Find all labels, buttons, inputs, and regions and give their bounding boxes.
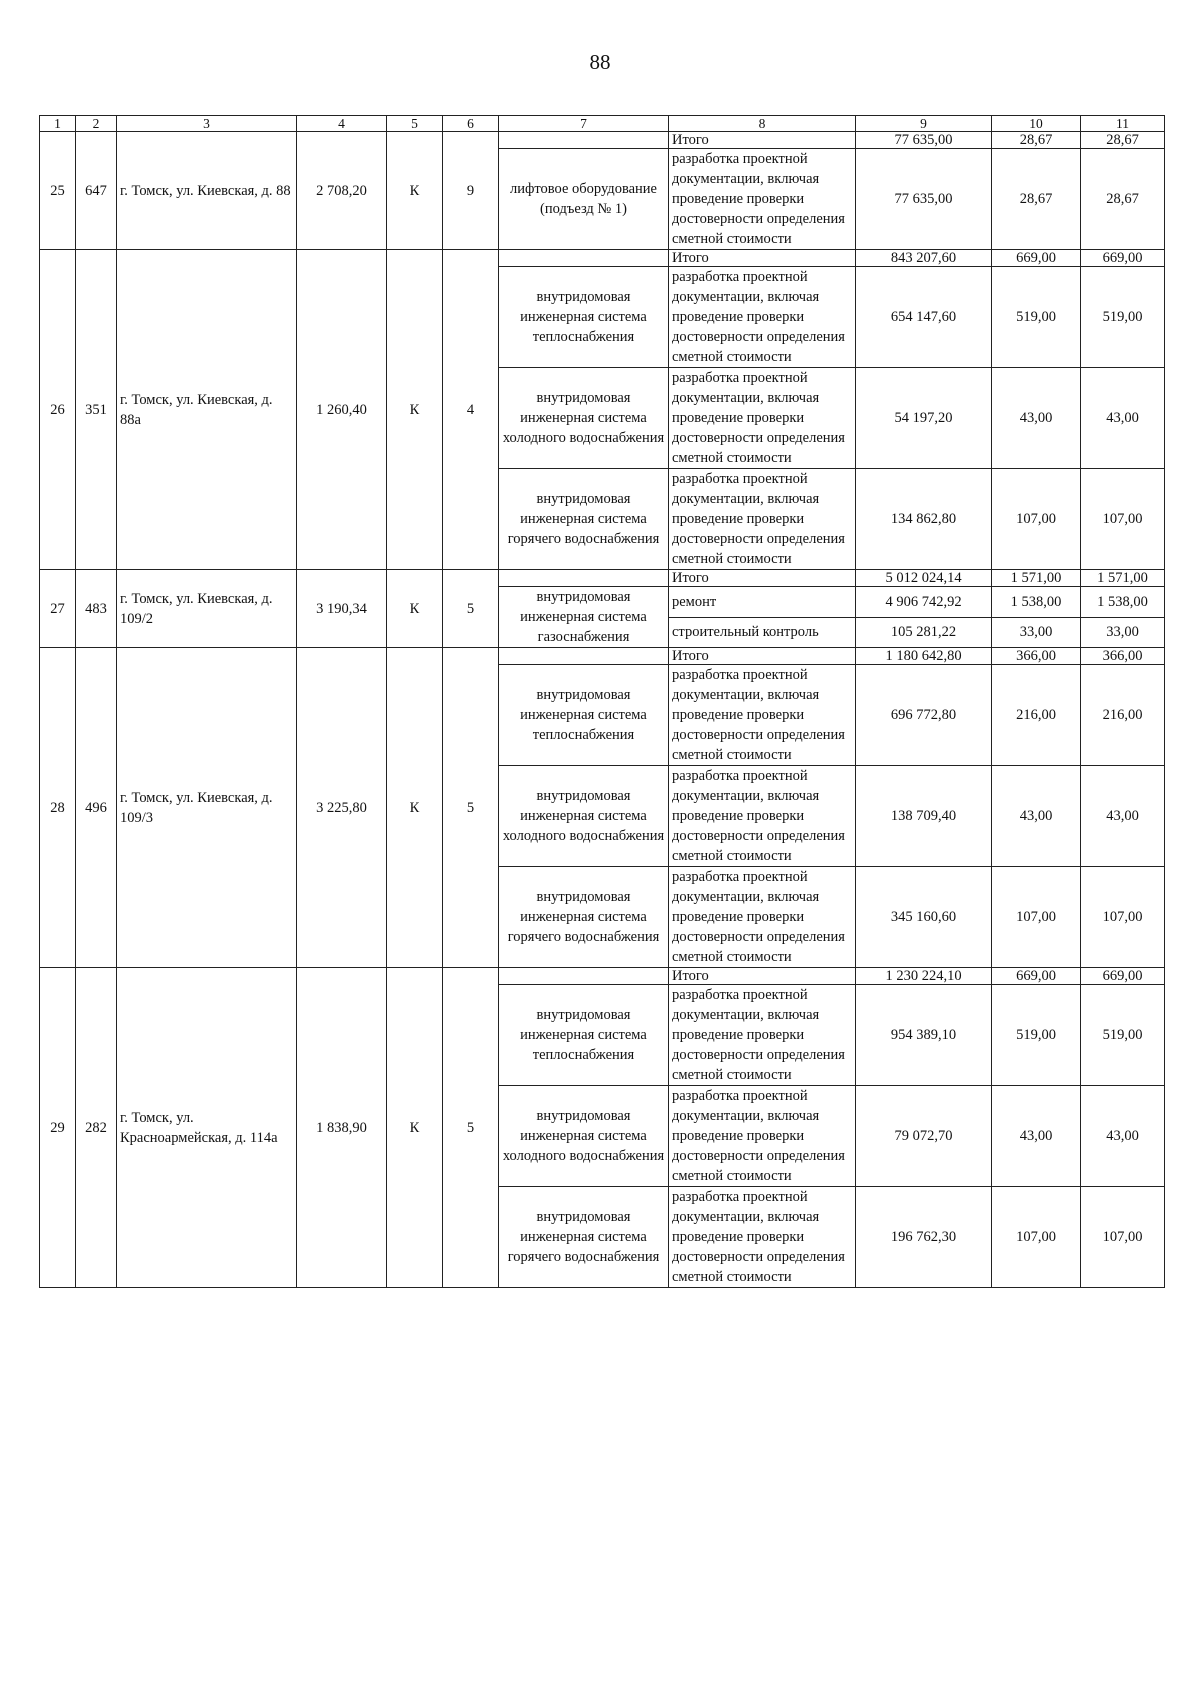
system-name: внутридомовая инженерная система горячего водоснабжения <box>499 867 669 968</box>
work-unit-cost: 107,00 <box>992 867 1081 968</box>
house-id: 282 <box>76 968 117 1288</box>
total-cost: 5 012 024,14 <box>856 570 992 587</box>
total-label: Итого <box>669 250 856 267</box>
work-cost: 196 762,30 <box>856 1187 992 1288</box>
work-max-unit-cost: 216,00 <box>1081 665 1165 766</box>
house-type: К <box>387 132 443 250</box>
house-address: г. Томск, ул. Красноармейская, д. 114а <box>117 968 297 1288</box>
column-number-header: 3 <box>117 116 297 132</box>
total-cost: 1 230 224,10 <box>856 968 992 985</box>
total-max-unit-cost: 669,00 <box>1081 968 1165 985</box>
row-number: 29 <box>40 968 76 1288</box>
work-max-unit-cost: 107,00 <box>1081 867 1165 968</box>
house-type: К <box>387 968 443 1288</box>
work-cost: 54 197,20 <box>856 368 992 469</box>
house-total-row <box>40 648 1165 665</box>
total-cost: 77 635,00 <box>856 132 992 149</box>
total-unit-cost: 366,00 <box>992 648 1081 665</box>
work-cost: 79 072,70 <box>856 1086 992 1187</box>
total-max-unit-cost: 28,67 <box>1081 132 1165 149</box>
work-unit-cost: 107,00 <box>992 1187 1081 1288</box>
house-floors: 5 <box>443 968 499 1288</box>
column-number-header: 4 <box>297 116 387 132</box>
work-description: разработка проектной документации, включая проведение проверки достоверности определения сметной стоимости <box>669 665 856 766</box>
total-unit-cost: 669,00 <box>992 968 1081 985</box>
total-unit-cost: 669,00 <box>992 250 1081 267</box>
column-number-row <box>40 116 1165 132</box>
total-label: Итого <box>669 132 856 149</box>
system-name: внутридомовая инженерная система теплоснабжения <box>499 985 669 1086</box>
house-area: 1 838,90 <box>297 968 387 1288</box>
work-description: ремонт <box>669 587 856 618</box>
work-cost: 134 862,80 <box>856 469 992 570</box>
house-total-row <box>40 570 1165 587</box>
column-number-header: 7 <box>499 116 669 132</box>
work-max-unit-cost: 107,00 <box>1081 469 1165 570</box>
work-description: разработка проектной документации, включая проведение проверки достоверности определения сметной стоимости <box>669 149 856 250</box>
work-max-unit-cost: 43,00 <box>1081 766 1165 867</box>
row-number: 26 <box>40 250 76 570</box>
system-name: внутридомовая инженерная система горячего водоснабжения <box>499 469 669 570</box>
total-cost: 1 180 642,80 <box>856 648 992 665</box>
house-type: К <box>387 570 443 648</box>
column-number-header: 9 <box>856 116 992 132</box>
column-number-header: 2 <box>76 116 117 132</box>
total-unit-cost: 1 571,00 <box>992 570 1081 587</box>
system-name: внутридомовая инженерная система газоснабжения <box>499 587 669 648</box>
column-number-header: 11 <box>1081 116 1165 132</box>
work-cost: 77 635,00 <box>856 149 992 250</box>
system-name: внутридомовая инженерная система холодного водоснабжения <box>499 368 669 469</box>
work-unit-cost: 43,00 <box>992 368 1081 469</box>
house-address: г. Томск, ул. Киевская, д. 88а <box>117 250 297 570</box>
system-name: внутридомовая инженерная система теплоснабжения <box>499 267 669 368</box>
total-system-blank <box>499 250 669 267</box>
work-description: разработка проектной документации, включая проведение проверки достоверности определения сметной стоимости <box>669 267 856 368</box>
work-description: разработка проектной документации, включая проведение проверки достоверности определения сметной стоимости <box>669 867 856 968</box>
work-description: разработка проектной документации, включая проведение проверки достоверности определения сметной стоимости <box>669 1187 856 1288</box>
table-body <box>40 116 1165 1288</box>
work-cost: 954 389,10 <box>856 985 992 1086</box>
house-floors: 4 <box>443 250 499 570</box>
row-number: 25 <box>40 132 76 250</box>
house-type: К <box>387 250 443 570</box>
house-address: г. Томск, ул. Киевская, д. 109/3 <box>117 648 297 968</box>
work-unit-cost: 43,00 <box>992 1086 1081 1187</box>
capital-repair-table <box>39 115 1165 1288</box>
work-description: разработка проектной документации, включая проведение проверки достоверности определения сметной стоимости <box>669 1086 856 1187</box>
house-area: 1 260,40 <box>297 250 387 570</box>
total-system-blank <box>499 570 669 587</box>
work-description: разработка проектной документации, включая проведение проверки достоверности определения сметной стоимости <box>669 368 856 469</box>
work-max-unit-cost: 33,00 <box>1081 617 1165 648</box>
work-unit-cost: 216,00 <box>992 665 1081 766</box>
house-total-row <box>40 250 1165 267</box>
system-name: внутридомовая инженерная система горячего водоснабжения <box>499 1187 669 1288</box>
work-unit-cost: 28,67 <box>992 149 1081 250</box>
row-number: 28 <box>40 648 76 968</box>
system-name: внутридомовая инженерная система теплоснабжения <box>499 665 669 766</box>
work-description: строительный контроль <box>669 617 856 648</box>
system-name: внутридомовая инженерная система холодного водоснабжения <box>499 766 669 867</box>
column-number-header: 10 <box>992 116 1081 132</box>
total-max-unit-cost: 1 571,00 <box>1081 570 1165 587</box>
work-max-unit-cost: 43,00 <box>1081 368 1165 469</box>
house-id: 351 <box>76 250 117 570</box>
column-number-header: 5 <box>387 116 443 132</box>
work-unit-cost: 519,00 <box>992 985 1081 1086</box>
work-unit-cost: 33,00 <box>992 617 1081 648</box>
work-description: разработка проектной документации, включая проведение проверки достоверности определения сметной стоимости <box>669 985 856 1086</box>
house-total-row <box>40 132 1165 149</box>
column-number-header: 6 <box>443 116 499 132</box>
total-system-blank <box>499 968 669 985</box>
house-type: К <box>387 648 443 968</box>
house-id: 483 <box>76 570 117 648</box>
work-cost: 345 160,60 <box>856 867 992 968</box>
work-max-unit-cost: 1 538,00 <box>1081 587 1165 618</box>
system-name: лифтовое оборудование (подъезд № 1) <box>499 149 669 250</box>
work-description: разработка проектной документации, включая проведение проверки достоверности определения сметной стоимости <box>669 766 856 867</box>
house-floors: 5 <box>443 570 499 648</box>
house-address: г. Томск, ул. Киевская, д. 109/2 <box>117 570 297 648</box>
work-cost: 696 772,80 <box>856 665 992 766</box>
work-cost: 4 906 742,92 <box>856 587 992 618</box>
work-cost: 105 281,22 <box>856 617 992 648</box>
total-label: Итого <box>669 648 856 665</box>
house-area: 3 225,80 <box>297 648 387 968</box>
work-description: разработка проектной документации, включая проведение проверки достоверности определения сметной стоимости <box>669 469 856 570</box>
column-number-header: 1 <box>40 116 76 132</box>
house-total-row <box>40 968 1165 985</box>
column-number-header: 8 <box>669 116 856 132</box>
total-system-blank <box>499 648 669 665</box>
house-floors: 5 <box>443 648 499 968</box>
work-unit-cost: 107,00 <box>992 469 1081 570</box>
total-system-blank <box>499 132 669 149</box>
house-floors: 9 <box>443 132 499 250</box>
total-max-unit-cost: 669,00 <box>1081 250 1165 267</box>
work-unit-cost: 1 538,00 <box>992 587 1081 618</box>
row-number: 27 <box>40 570 76 648</box>
work-unit-cost: 519,00 <box>992 267 1081 368</box>
page-number: 88 <box>589 50 611 74</box>
total-label: Итого <box>669 968 856 985</box>
house-area: 3 190,34 <box>297 570 387 648</box>
total-label: Итого <box>669 570 856 587</box>
work-max-unit-cost: 28,67 <box>1081 149 1165 250</box>
work-max-unit-cost: 43,00 <box>1081 1086 1165 1187</box>
house-id: 647 <box>76 132 117 250</box>
work-unit-cost: 43,00 <box>992 766 1081 867</box>
total-max-unit-cost: 366,00 <box>1081 648 1165 665</box>
work-max-unit-cost: 107,00 <box>1081 1187 1165 1288</box>
house-area: 2 708,20 <box>297 132 387 250</box>
work-cost: 138 709,40 <box>856 766 992 867</box>
work-max-unit-cost: 519,00 <box>1081 985 1165 1086</box>
total-unit-cost: 28,67 <box>992 132 1081 149</box>
house-id: 496 <box>76 648 117 968</box>
system-name: внутридомовая инженерная система холодного водоснабжения <box>499 1086 669 1187</box>
total-cost: 843 207,60 <box>856 250 992 267</box>
work-max-unit-cost: 519,00 <box>1081 267 1165 368</box>
work-cost: 654 147,60 <box>856 267 992 368</box>
house-address: г. Томск, ул. Киевская, д. 88 <box>117 132 297 250</box>
